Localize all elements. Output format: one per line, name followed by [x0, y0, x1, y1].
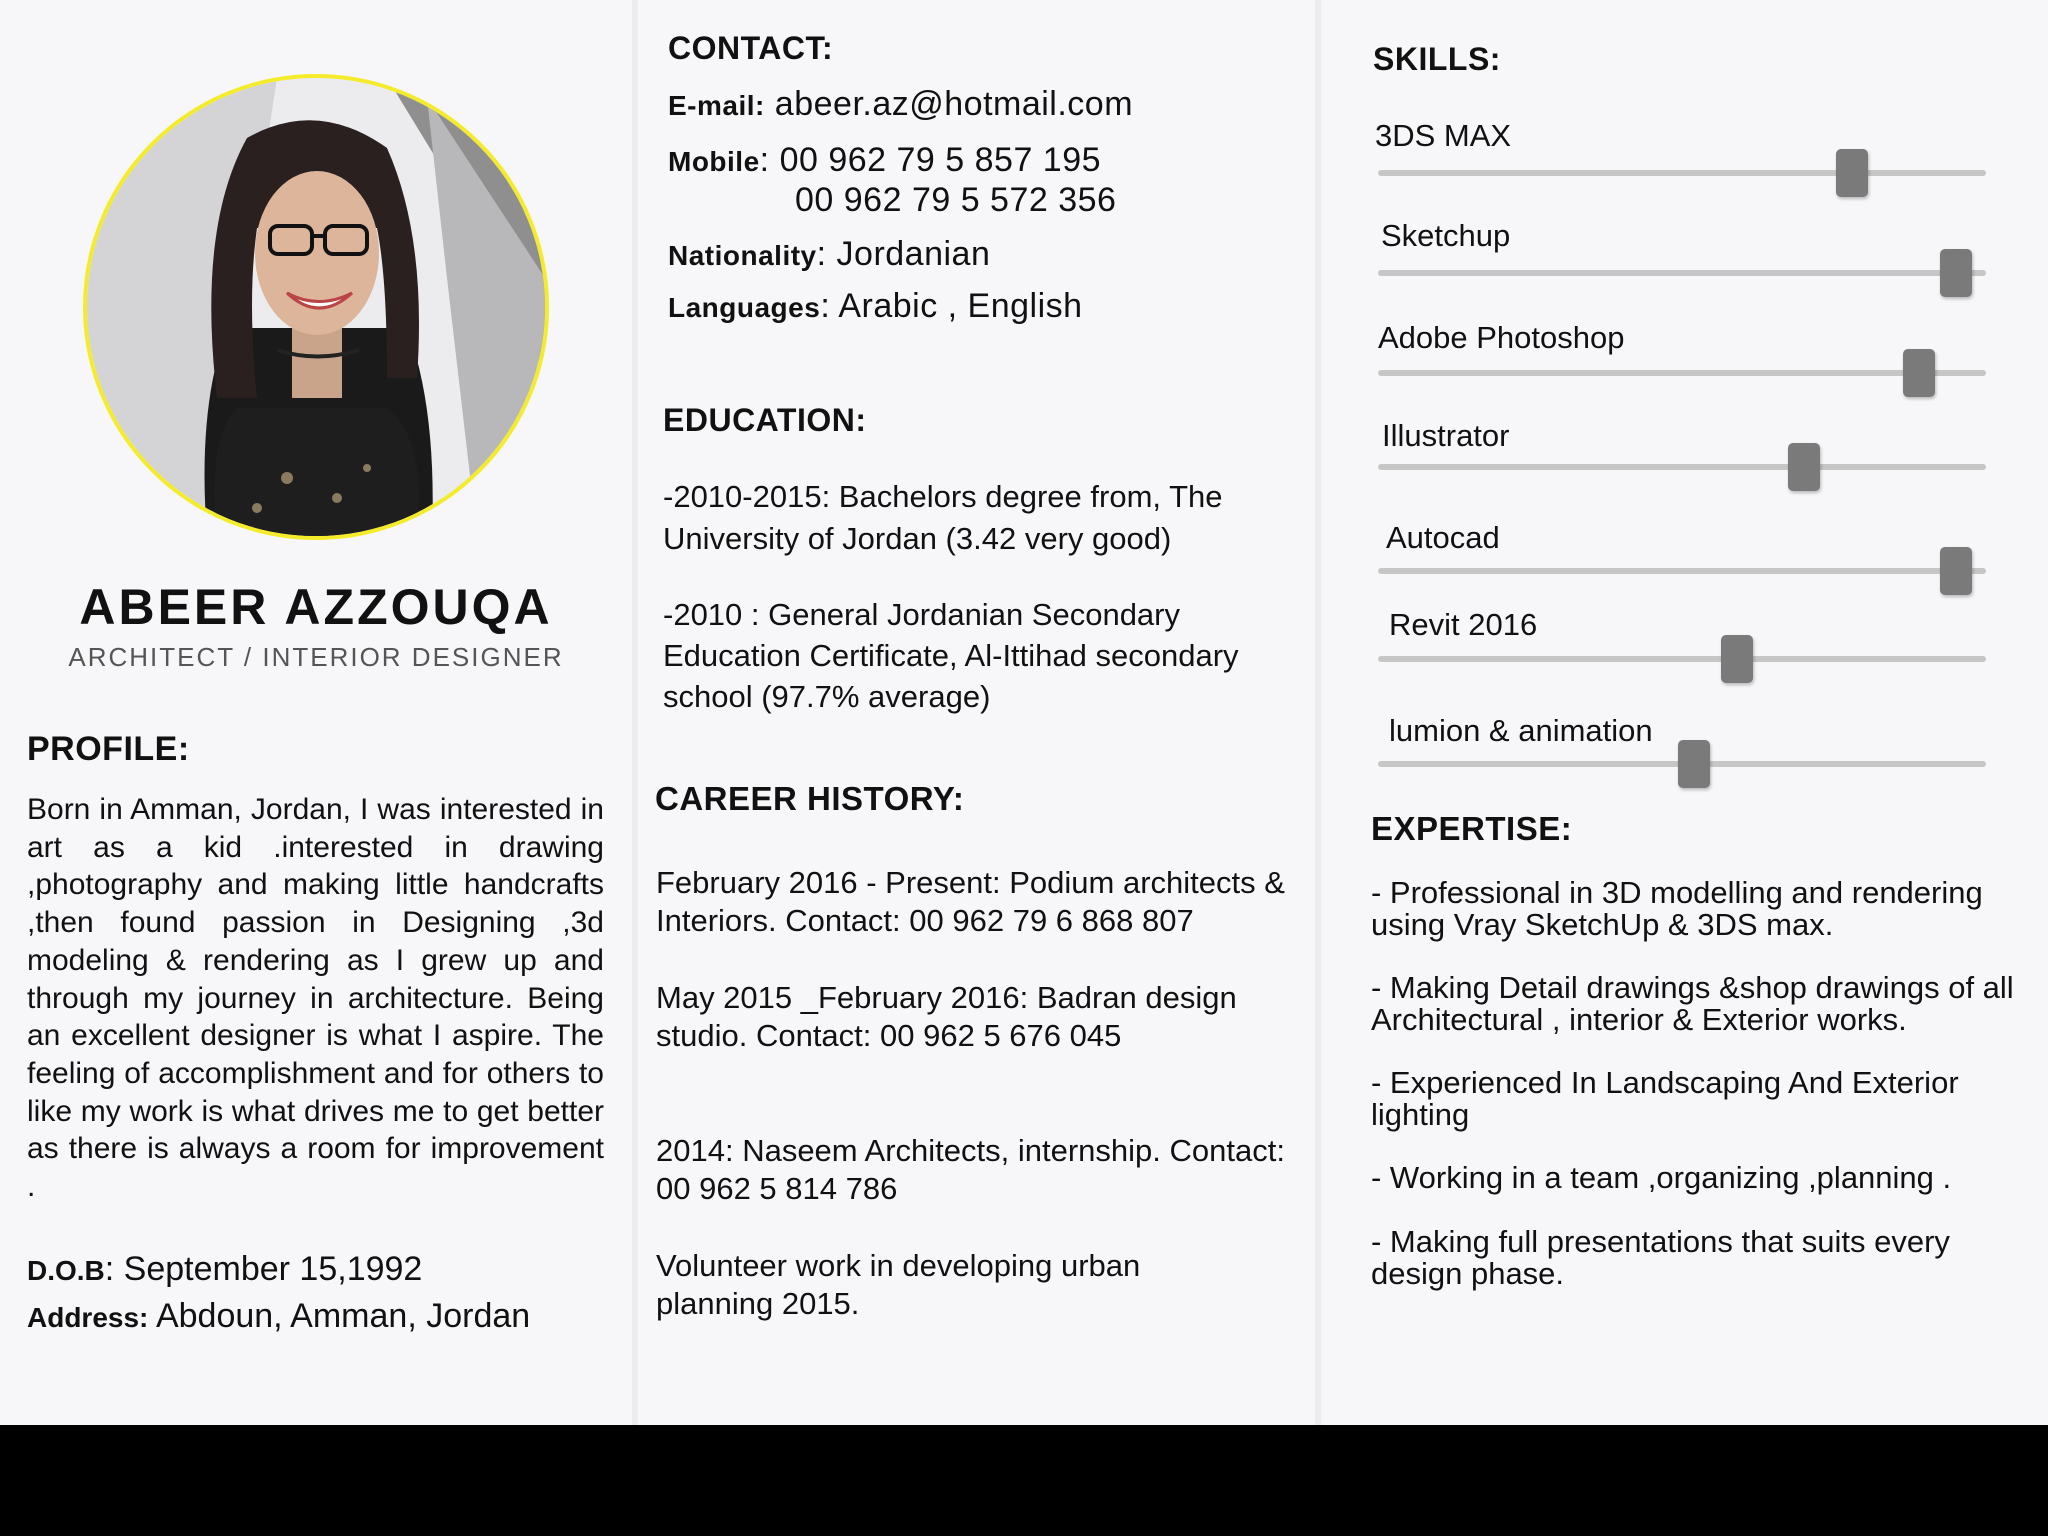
skill-slider-track [1378, 170, 1986, 176]
person-title: ARCHITECT / INTERIOR DESIGNER [68, 642, 564, 672]
nationality-value: : Jordanian [816, 235, 991, 273]
career-heading: CAREER HISTORY: [655, 780, 965, 817]
skill-slider-thumb[interactable] [1903, 349, 1935, 397]
dob-row [27, 1250, 422, 1289]
skill-slider-track [1378, 656, 1986, 662]
skill-slider-track [1378, 270, 1986, 276]
address-row [27, 1297, 530, 1336]
expertise-item: - Professional in 3D modelling and rendering using Vray SketchUp & 3DS max. [1371, 875, 1983, 942]
address-label: Address: [27, 1302, 149, 1333]
expertise-item: - Making full presentations that suits every design phase. [1371, 1224, 1950, 1291]
contact-heading: CONTACT: [668, 30, 834, 66]
education-item: -2010 : General Jordanian Secondary Education Certificate, Al-Ittihad secondary school (97.7% average) [663, 597, 1239, 714]
expertise-item: - Working in a team ,organizing ,planning . [1371, 1160, 1952, 1195]
person-name: ABEER AZZOUQA [79, 579, 553, 635]
nationality-label: Nationality [668, 240, 817, 271]
address-value: Abdoun, Amman, Jordan [148, 1297, 531, 1335]
email-row [668, 85, 1133, 124]
skill-slider-thumb[interactable] [1721, 635, 1753, 683]
mobile-row [668, 141, 1101, 180]
skill-label: Autocad [1386, 520, 1500, 555]
education-item: -2010-2015: Bachelors degree from, The University of Jordan (3.42 very good) [663, 479, 1223, 556]
skill-label: Illustrator [1382, 418, 1510, 453]
career-item: 2014: Naseem Architects, internship. Contact: 00 962 5 814 786 [656, 1133, 1285, 1206]
profile-photo [83, 74, 549, 540]
skill-label: Sketchup [1381, 218, 1511, 253]
skill-label: 3DS MAX [1375, 118, 1512, 153]
skill-slider-thumb[interactable] [1940, 547, 1972, 595]
education-heading: EDUCATION: [663, 402, 867, 438]
mobile-label: Mobile [668, 146, 760, 177]
career-item: February 2016 - Present: Podium architects & Interiors. Contact: 00 962 79 6 868 807 [656, 865, 1285, 938]
portrait-image [87, 78, 545, 536]
skill-slider-track [1378, 568, 1986, 574]
skill-slider-thumb[interactable] [1678, 740, 1710, 788]
email-value: abeer.az@hotmail.com [764, 85, 1134, 123]
mobile-value-2: 00 962 79 5 572 356 [795, 181, 1117, 219]
profile-text: Born in Amman, Jordan, I was interested in art as a kid .interested in drawing ,photography and making little handcrafts ,then found passion in Designing ,3d modeling & rendering as I grew up and through my journey in architecture. Being an excellent designer is what I aspire. The feeling of accomplishment and for others to like my work is what drives me to get better as there is always a room for improvement . [27, 793, 604, 1204]
profile-heading: PROFILE: [27, 730, 190, 768]
languages-label: Languages [668, 292, 821, 323]
nationality-row [668, 235, 990, 274]
expertise-item: - Making Detail drawings &shop drawings of all Architectural , interior & Exterior works. [1371, 970, 2014, 1037]
dob-label: D.O.B [27, 1255, 105, 1286]
languages-row [668, 287, 1083, 326]
skill-label: lumion & animation [1389, 713, 1653, 748]
career-item: May 2015 _February 2016: Badran design studio. Contact: 00 962 5 676 045 [656, 980, 1237, 1053]
skill-slider-thumb[interactable] [1836, 149, 1868, 197]
expertise-item: - Experienced In Landscaping And Exterior lighting [1371, 1065, 1959, 1132]
career-item: Volunteer work in developing urban planning 2015. [656, 1248, 1141, 1321]
skills-heading: SKILLS: [1373, 41, 1501, 77]
mobile-value-1: : 00 962 79 5 857 195 [759, 141, 1102, 179]
skill-label: Adobe Photoshop [1378, 320, 1625, 355]
skill-slider-track [1378, 464, 1986, 470]
skill-slider-thumb[interactable] [1788, 443, 1820, 491]
skill-slider-thumb[interactable] [1940, 249, 1972, 297]
skill-slider-track [1378, 370, 1986, 376]
expertise-heading: EXPERTISE: [1371, 810, 1573, 847]
languages-value: : Arabic , English [820, 287, 1083, 325]
column-divider [1315, 0, 1321, 1425]
email-label: E-mail: [668, 90, 765, 121]
skill-label: Revit 2016 [1389, 607, 1538, 642]
dob-value: : September 15,1992 [104, 1250, 423, 1288]
